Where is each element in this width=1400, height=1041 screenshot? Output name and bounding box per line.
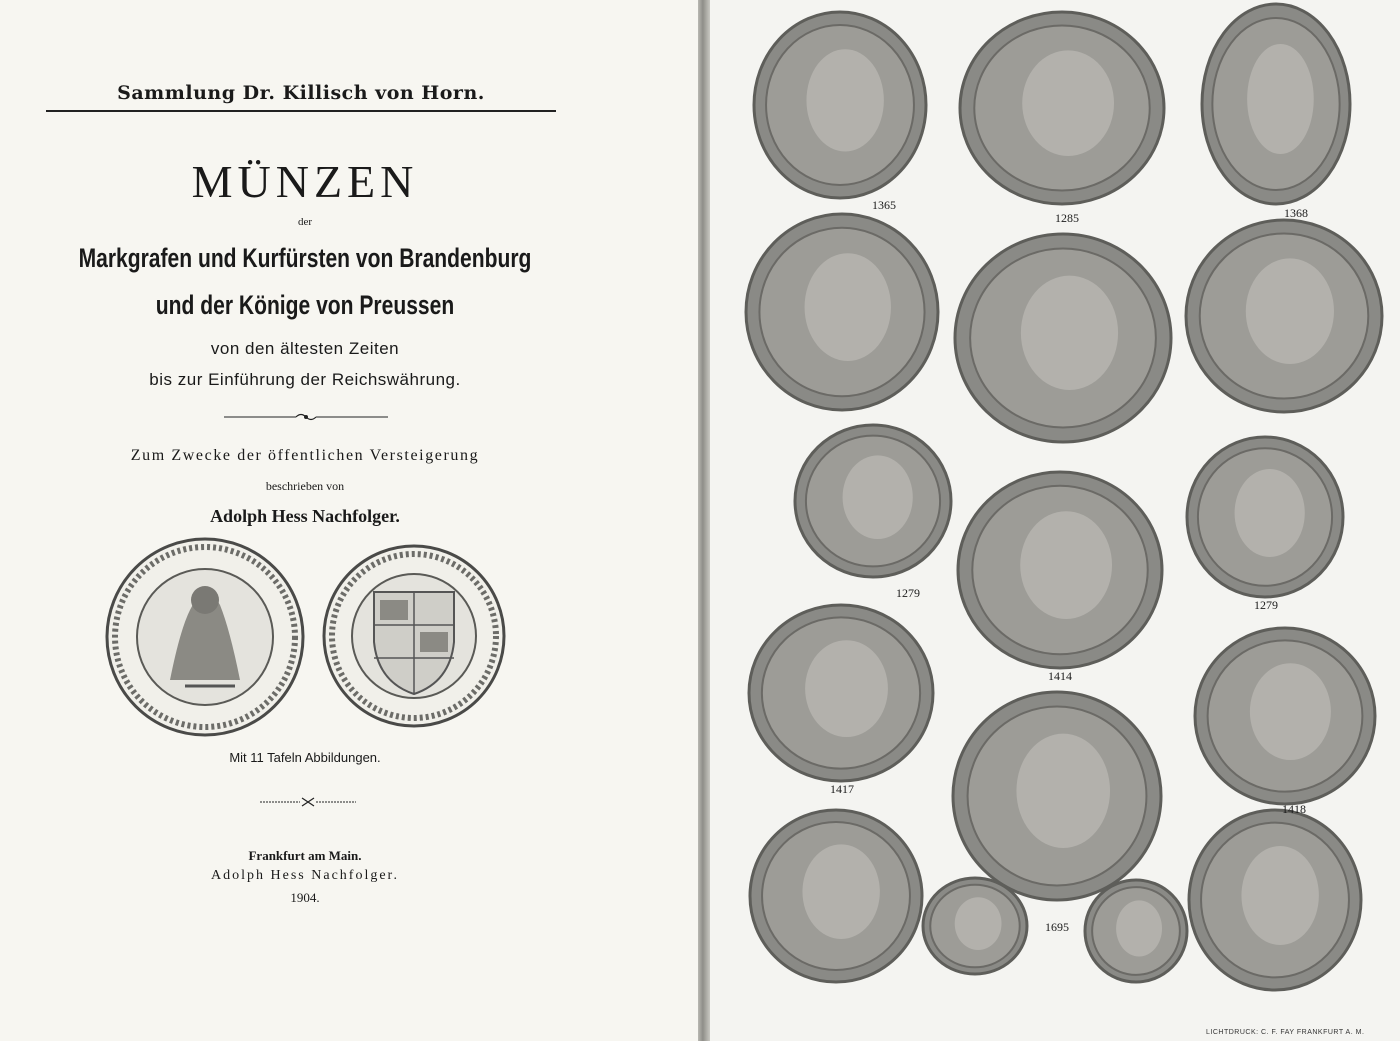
coin-label-1414: 1414 bbox=[1048, 669, 1072, 683]
imprint-city: Frankfurt am Main. bbox=[248, 848, 362, 863]
coin-label-1279-b: 1279 bbox=[1254, 598, 1278, 612]
coin-1418-relief bbox=[1250, 663, 1331, 760]
publisher-name: Adolph Hess Nachfolger. bbox=[210, 506, 400, 526]
coin-1368 bbox=[1202, 4, 1350, 204]
coin-bottom-right bbox=[1189, 810, 1361, 990]
imprint-publisher: Adolph Hess Nachfolger. bbox=[211, 868, 399, 883]
coin-shield-right-relief bbox=[1246, 258, 1334, 364]
coin-label-1285: 1285 bbox=[1055, 211, 1079, 225]
coin-label-1418: 1418 bbox=[1282, 802, 1306, 816]
coin-eagle bbox=[953, 692, 1161, 900]
coin-1285-relief bbox=[1022, 50, 1114, 156]
coin-1365-relief bbox=[806, 49, 883, 151]
coin-shield-left bbox=[746, 214, 938, 410]
coin-bottom-left bbox=[750, 810, 922, 982]
described-by: beschrieben von bbox=[265, 479, 345, 493]
coin-1279-tablet bbox=[1187, 437, 1343, 597]
coin-1279-portrait bbox=[795, 425, 951, 577]
coin-1279-portrait-relief bbox=[843, 455, 913, 539]
coin-eagle-relief bbox=[1016, 734, 1110, 848]
printer-credit: LICHTDRUCK: C. F. FAY FRANKFURT A. M. bbox=[1206, 1029, 1365, 1036]
main-title: MÜNZEN bbox=[191, 156, 419, 207]
plates-note: Mit 11 Tafeln Abbildungen. bbox=[229, 750, 381, 765]
connector-der: der bbox=[297, 216, 313, 228]
coin-inscription bbox=[955, 234, 1171, 442]
coin-label-1695: 1695 bbox=[1045, 920, 1069, 934]
coin-inscription-relief bbox=[1021, 276, 1118, 390]
subtitle-earliest-times: von den ältesten Zeiten bbox=[210, 339, 400, 358]
coin-1418 bbox=[1195, 628, 1375, 804]
coin-label-1368: 1368 bbox=[1284, 206, 1308, 220]
subtitle-currency-reform: bis zur Einführung der Reichswährung. bbox=[149, 370, 461, 389]
coin-small-right-relief bbox=[1116, 900, 1162, 956]
collection-title: Sammlung Dr. Killisch von Horn. bbox=[117, 82, 485, 104]
coin-bottom-left-relief bbox=[802, 844, 879, 939]
coin-label-1417: 1417 bbox=[830, 782, 854, 796]
coin-small-right bbox=[1085, 880, 1187, 982]
coin-small-left-relief bbox=[955, 897, 1002, 950]
coin-1414-relief bbox=[1020, 511, 1112, 619]
coin-shield-left-relief bbox=[805, 253, 891, 361]
coin-1414 bbox=[958, 472, 1162, 668]
coin-1285 bbox=[960, 12, 1164, 204]
title-line-kings: und der Könige von Preussen bbox=[155, 290, 455, 320]
coin-small-left bbox=[923, 878, 1027, 974]
coin-1279-tablet-relief bbox=[1235, 469, 1305, 557]
coin-1365 bbox=[754, 12, 926, 198]
coin-1368-relief bbox=[1247, 44, 1314, 154]
coin-label-1365: 1365 bbox=[872, 198, 896, 212]
title-line-margraves: Markgrafen und Kurfürsten von Brandenburg bbox=[78, 243, 532, 273]
coin-shield-right bbox=[1186, 220, 1382, 412]
coin-bottom-right-relief bbox=[1241, 846, 1318, 945]
imprint-year: 1904. bbox=[290, 890, 320, 905]
auction-purpose: Zum Zwecke der öffentlichen Versteigerung bbox=[130, 447, 480, 464]
coin-label-1279-a: 1279 bbox=[896, 586, 920, 600]
coin-1417 bbox=[749, 605, 933, 781]
coin-1417-relief bbox=[805, 640, 888, 737]
